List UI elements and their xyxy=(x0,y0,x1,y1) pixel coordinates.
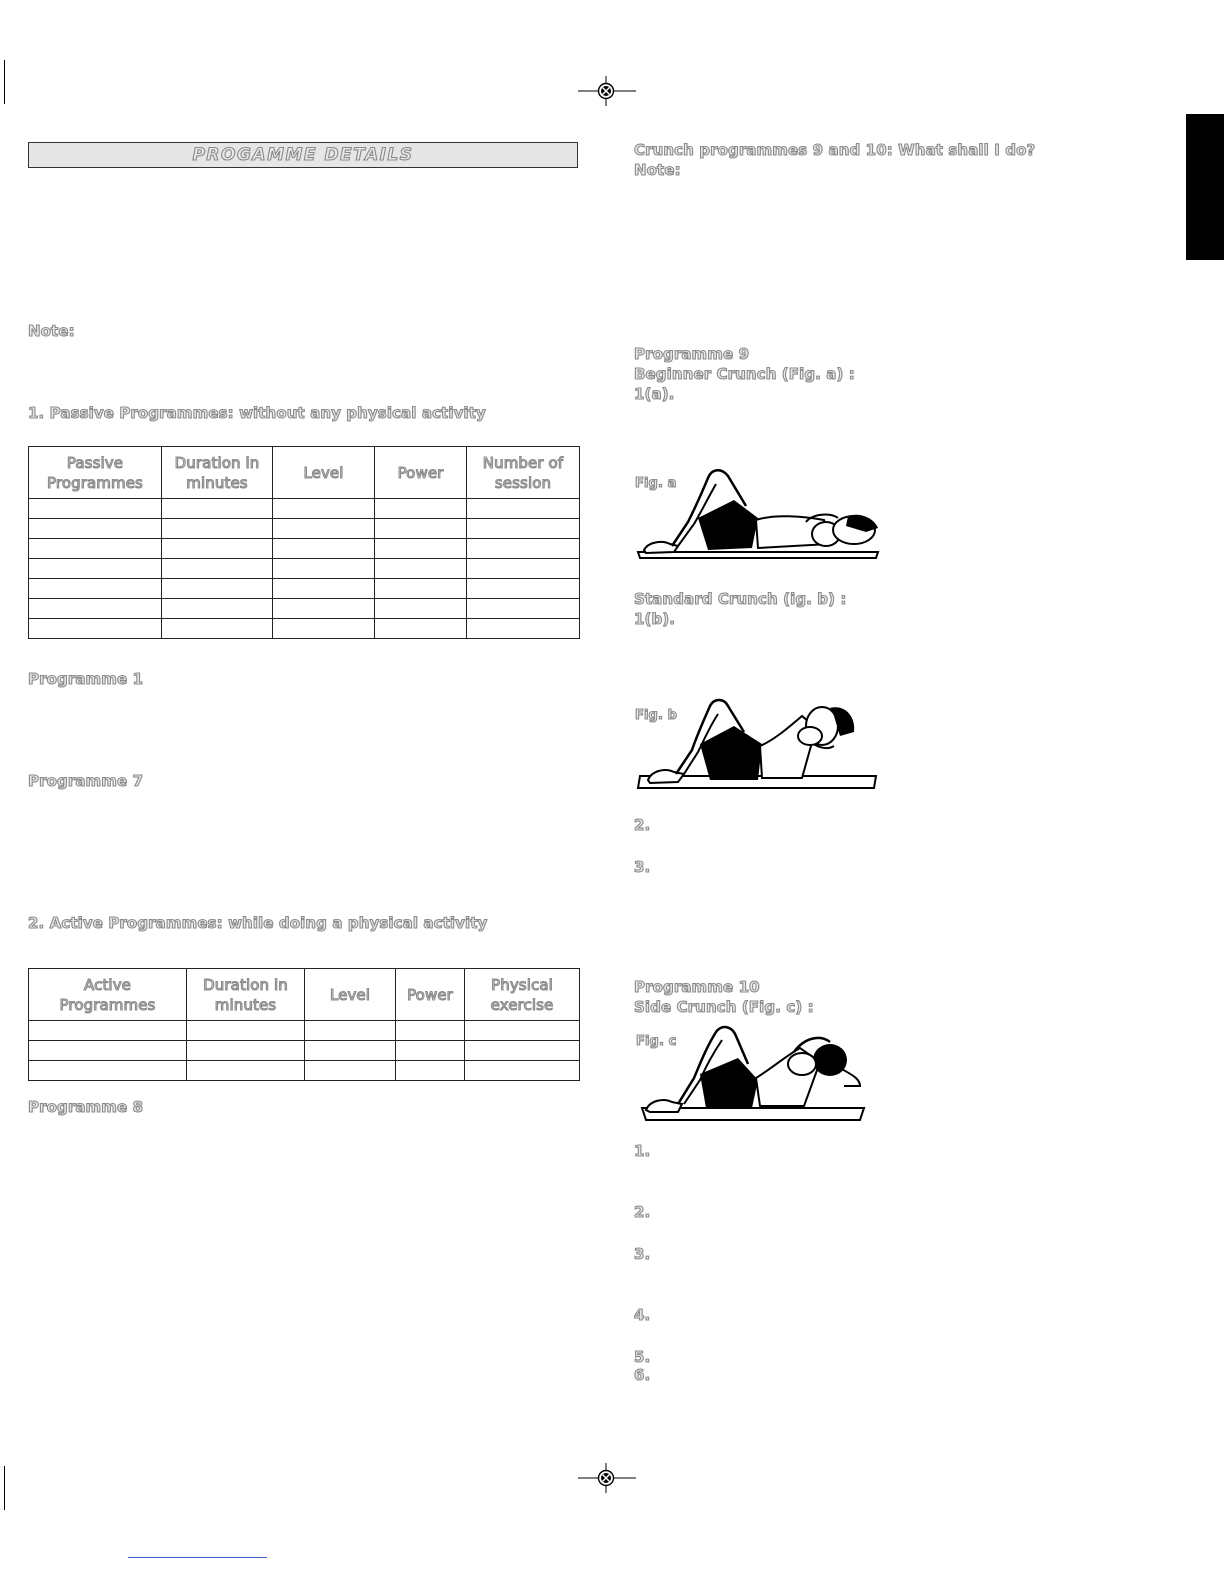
active-programmes-table xyxy=(28,968,580,1081)
beginner-crunch-illustration-icon xyxy=(634,462,884,562)
programme-8-heading: Programme 8 xyxy=(28,1098,144,1116)
table-row xyxy=(29,1041,580,1061)
step-1a: 1(a). xyxy=(634,385,675,403)
column-header: Level xyxy=(273,447,375,499)
column-header: Power xyxy=(375,447,467,499)
table-row xyxy=(29,1021,580,1041)
beginner-crunch-heading: Beginner Crunch (Fig. a) : xyxy=(634,365,855,383)
table-row xyxy=(29,619,580,639)
side-step-5: 5. xyxy=(634,1348,651,1366)
step-1b: 1(b). xyxy=(634,610,676,628)
side-step-2: 2. xyxy=(634,1203,651,1221)
crunch-programmes-heading: Crunch programmes 9 and 10: What shall I do? xyxy=(634,141,1036,159)
column-header: Number of session xyxy=(467,447,580,499)
table-row xyxy=(29,599,580,619)
passive-programmes-heading: 1. Passive Programmes: without any physical activity xyxy=(28,404,486,422)
table-header-row xyxy=(29,447,580,499)
column-header: Physical exercise xyxy=(465,969,580,1021)
column-header: Power xyxy=(396,969,465,1021)
step-3: 3. xyxy=(634,858,651,876)
figure-c xyxy=(634,1022,874,1126)
table-row xyxy=(29,539,580,559)
crop-mark-bottom-left xyxy=(4,1466,5,1510)
registration-mark-top-icon xyxy=(578,76,636,106)
page-title-box xyxy=(28,142,578,168)
registration-mark-bottom-icon xyxy=(578,1463,636,1493)
programme-10-heading: Programme 10 xyxy=(634,978,760,996)
table-row xyxy=(29,499,580,519)
figure-b-label: Fig. b xyxy=(635,708,678,723)
side-crunch-illustration-icon xyxy=(634,1022,874,1126)
figure-a-label: Fig. a xyxy=(635,476,677,491)
crop-mark-top-left xyxy=(4,60,5,104)
side-step-4: 4. xyxy=(634,1306,651,1324)
column-header: Passive Programmes xyxy=(29,447,162,499)
standard-crunch-heading: Standard Crunch (ig. b) : xyxy=(634,590,847,608)
programme-9-heading: Programme 9 xyxy=(634,345,750,363)
table-header-row xyxy=(29,969,580,1021)
step-2: 2. xyxy=(634,816,651,834)
page-title: PROGAMME DETAILS xyxy=(192,145,414,165)
passive-programmes-table xyxy=(28,446,580,639)
table-row xyxy=(29,559,580,579)
table-row xyxy=(29,579,580,599)
active-programmes-heading: 2. Active Programmes: while doing a physical activity xyxy=(28,914,488,932)
programme-1-heading: Programme 1 xyxy=(28,670,144,688)
side-step-6: 6. xyxy=(634,1366,651,1384)
figure-a xyxy=(634,462,884,562)
programme-7-heading: Programme 7 xyxy=(28,772,144,790)
bottom-rule xyxy=(128,1557,267,1558)
column-header: Duration in minutes xyxy=(162,447,273,499)
column-header: Active Programmes xyxy=(29,969,187,1021)
standard-crunch-illustration-icon xyxy=(634,694,884,794)
note-label-right: Note: xyxy=(634,161,681,179)
column-header: Duration in minutes xyxy=(187,969,305,1021)
side-step-1: 1. xyxy=(634,1142,651,1160)
side-step-3: 3. xyxy=(634,1245,651,1263)
note-label-left: Note: xyxy=(28,322,75,340)
table-row xyxy=(29,1061,580,1081)
figure-b xyxy=(634,694,884,794)
side-crunch-heading: Side Crunch (Fig. c) : xyxy=(634,998,814,1016)
language-tab-marker xyxy=(1186,114,1224,260)
table-row xyxy=(29,519,580,539)
figure-c-label: Fig. c xyxy=(636,1034,677,1049)
column-header: Level xyxy=(305,969,396,1021)
